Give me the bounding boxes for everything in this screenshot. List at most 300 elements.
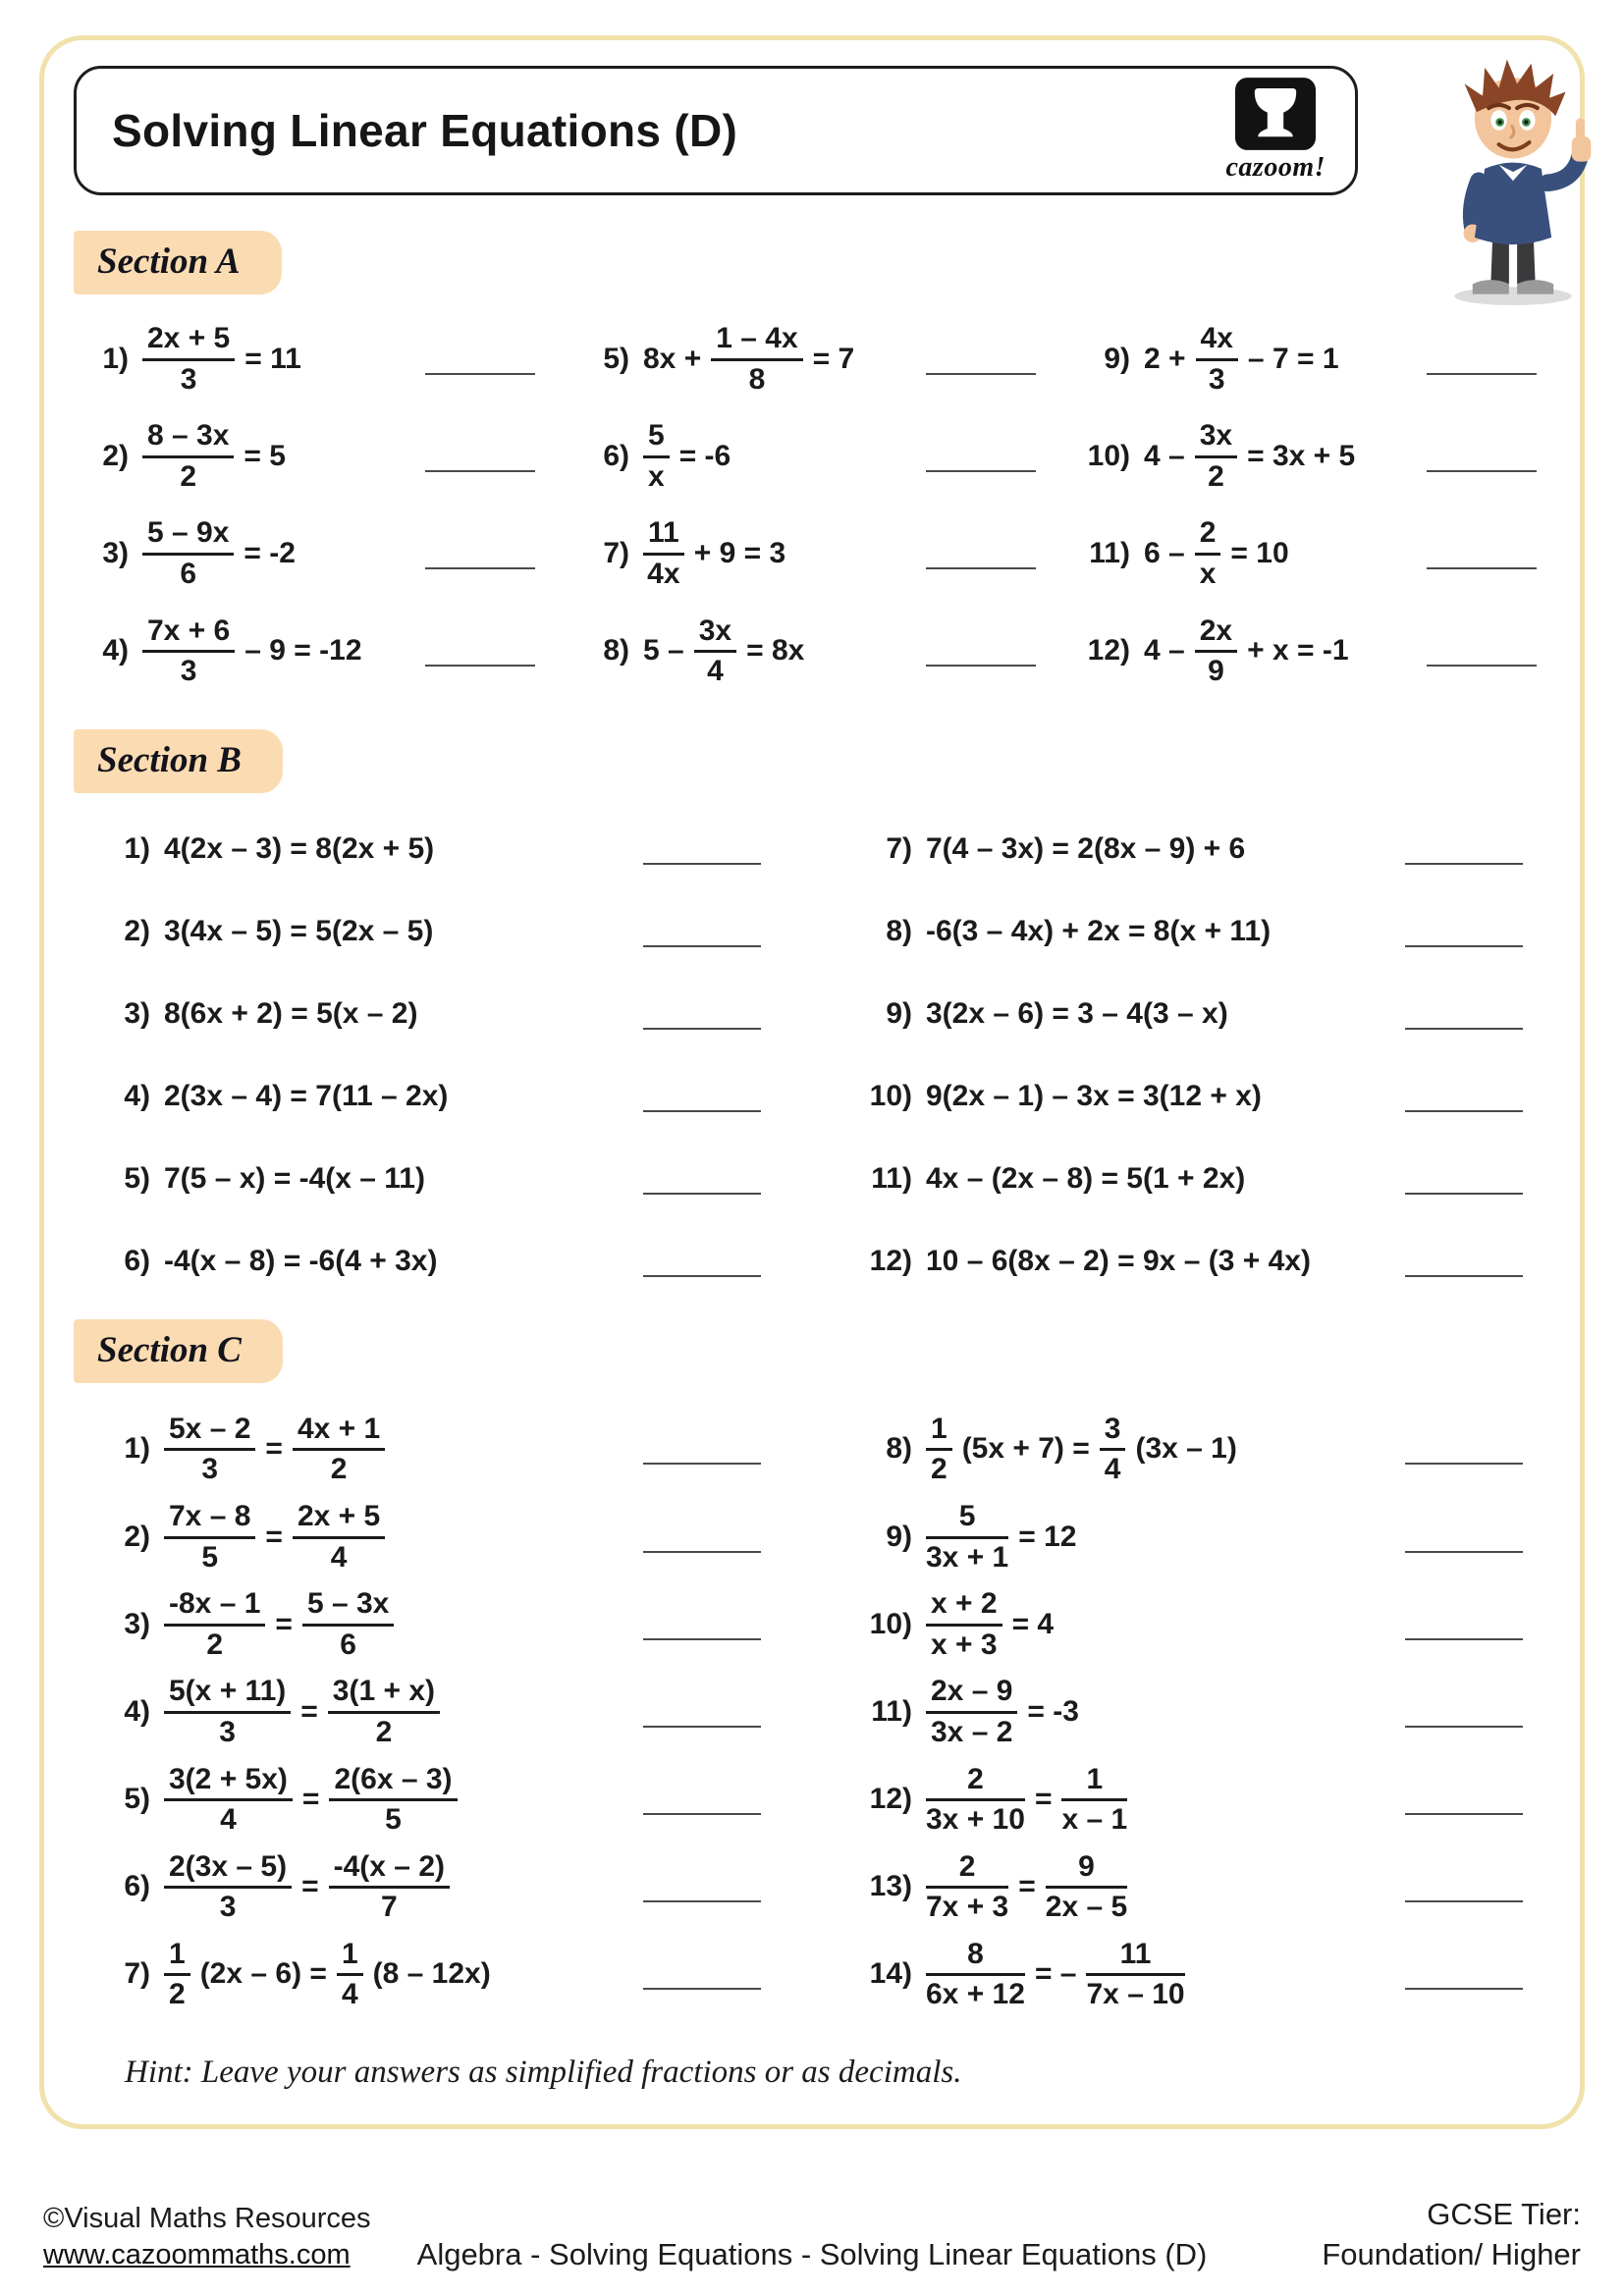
fraction xyxy=(164,1587,265,1661)
problem xyxy=(857,1938,1550,2011)
equation-text: – 9 = -12 xyxy=(244,634,362,667)
problem xyxy=(574,419,1050,493)
section xyxy=(74,729,1550,1278)
problem-number: 13) xyxy=(869,1870,912,1903)
equation xyxy=(926,1500,1076,1574)
problem xyxy=(857,1413,1550,1486)
equation xyxy=(164,1587,394,1661)
fraction-denominator: 6 xyxy=(180,557,197,590)
fraction-numerator: 2 xyxy=(1195,516,1221,556)
equation-text: = xyxy=(275,1607,293,1640)
fraction-numerator: 2(3x – 5) xyxy=(164,1850,292,1890)
answer-blank xyxy=(643,1522,761,1553)
fraction-denominator: 5 xyxy=(385,1803,402,1837)
fraction xyxy=(164,1413,255,1486)
fraction-denominator: 3x + 10 xyxy=(926,1803,1025,1837)
equation xyxy=(164,915,433,948)
problem xyxy=(74,419,549,493)
section-label: Section B xyxy=(74,729,283,793)
fraction-denominator: 4x xyxy=(647,557,680,590)
section-label: Section A xyxy=(74,231,282,294)
equation-text: = xyxy=(301,1783,320,1816)
fraction xyxy=(293,1413,385,1486)
equation xyxy=(1144,614,1349,688)
problem xyxy=(857,997,1550,1031)
problem xyxy=(857,1675,1550,1748)
website-link[interactable]: www.cazoommaths.com xyxy=(43,2239,351,2271)
fraction-denominator: 3 xyxy=(180,655,197,688)
fraction xyxy=(142,614,235,688)
problem xyxy=(95,1938,788,2011)
problem-number: 8) xyxy=(603,634,629,667)
fraction-numerator: 4x + 1 xyxy=(293,1413,385,1452)
answer-blank xyxy=(1427,344,1537,375)
page-title: Solving Linear Equations (D) xyxy=(112,105,738,156)
cazoom-logo xyxy=(1218,74,1334,187)
fraction-denominator: 2 xyxy=(931,1453,947,1486)
problem-number: 2) xyxy=(124,914,150,947)
answer-blank xyxy=(425,441,535,472)
section xyxy=(74,231,1550,688)
fraction-numerator: 2(6x – 3) xyxy=(329,1763,457,1802)
problem xyxy=(574,516,1050,590)
answer-blank xyxy=(643,1246,761,1277)
answer-blank xyxy=(425,635,535,667)
problem-number: 12) xyxy=(1087,634,1130,667)
equation-text: = xyxy=(265,1432,283,1466)
fraction-numerator: 1 xyxy=(926,1413,952,1452)
equation-text: 7(4 – 3x) = 2(8x – 9) + 6 xyxy=(926,831,1246,865)
answer-blank xyxy=(1405,1871,1523,1902)
fraction-denominator: 2 xyxy=(169,1978,186,2011)
equation-text: = 12 xyxy=(1018,1520,1077,1553)
problem xyxy=(95,1245,788,1278)
fraction xyxy=(711,322,802,396)
equation-text: = 3x + 5 xyxy=(1247,439,1356,472)
answer-blank xyxy=(1405,1609,1523,1640)
answer-blank xyxy=(1405,1784,1523,1815)
problem xyxy=(1075,322,1550,396)
fraction xyxy=(329,1763,457,1837)
answer-blank xyxy=(643,1784,761,1815)
equation xyxy=(926,1080,1262,1113)
equation-text: = xyxy=(300,1694,318,1728)
equation-text: 8(6x + 2) = 5(x – 2) xyxy=(164,996,418,1030)
fraction xyxy=(337,1938,363,2011)
fraction-denominator: 8 xyxy=(748,362,766,396)
answer-blank xyxy=(1405,1522,1523,1553)
problem xyxy=(1075,516,1550,590)
problem xyxy=(857,1245,1550,1278)
worksheet-breadcrumb: Algebra - Solving Equations - Solving Linear Equations (D) xyxy=(416,2237,1208,2271)
answer-blank xyxy=(926,635,1036,667)
answer-blank xyxy=(643,833,761,865)
fraction xyxy=(328,1675,440,1748)
problem xyxy=(1075,419,1550,493)
fraction xyxy=(926,1850,1008,1924)
fraction xyxy=(1086,1938,1184,2011)
equation-text: = 10 xyxy=(1230,536,1289,569)
fraction xyxy=(164,1675,291,1748)
problem xyxy=(95,1413,788,1486)
answer-blank xyxy=(425,344,535,375)
equation xyxy=(164,832,434,866)
fraction-numerator: 2 xyxy=(926,1763,1025,1802)
fraction xyxy=(142,419,234,493)
fraction-numerator: 3 xyxy=(1100,1413,1126,1452)
equation-text: = 8x xyxy=(746,634,805,667)
answer-blank xyxy=(1427,538,1537,569)
equation-text: 6 – xyxy=(1144,536,1185,569)
problem-number: 1) xyxy=(124,1432,150,1466)
answer-blank xyxy=(425,538,535,569)
equation-text: = -3 xyxy=(1027,1694,1079,1728)
problem xyxy=(95,915,788,948)
equation-text: 8x + xyxy=(643,342,702,375)
fraction-numerator: -8x – 1 xyxy=(164,1587,265,1627)
equation-text: 2(3x – 4) = 7(11 – 2x) xyxy=(164,1079,449,1112)
equation xyxy=(926,1413,1237,1486)
equation xyxy=(926,1675,1079,1748)
equation xyxy=(164,1080,448,1113)
problem-number: 2) xyxy=(102,439,129,472)
problems-grid xyxy=(74,832,1550,1278)
problem xyxy=(857,1162,1550,1196)
fraction-numerator: 5 – 3x xyxy=(302,1587,394,1627)
fraction-denominator: 4 xyxy=(707,655,724,688)
fraction-numerator: 5x – 2 xyxy=(164,1413,255,1452)
problem-number: 12) xyxy=(869,1783,912,1816)
answer-blank xyxy=(643,998,761,1030)
answer-blank xyxy=(643,1871,761,1902)
problem-number: 7) xyxy=(603,536,629,569)
fraction-numerator: -4(x – 2) xyxy=(329,1850,450,1890)
equation xyxy=(926,1245,1311,1278)
fraction xyxy=(1195,419,1237,493)
equation xyxy=(926,1763,1127,1837)
fraction-denominator: 9 xyxy=(1208,655,1224,688)
equation xyxy=(164,997,418,1031)
problem-number: 10) xyxy=(1087,439,1130,472)
equation xyxy=(164,1763,458,1837)
answer-blank xyxy=(926,538,1036,569)
answer-blank xyxy=(1405,1433,1523,1465)
answer-blank xyxy=(1405,998,1523,1030)
problem-number: 12) xyxy=(869,1244,912,1277)
fraction-numerator: 2 xyxy=(926,1850,1008,1890)
fraction xyxy=(1061,1763,1127,1837)
equation xyxy=(643,516,785,590)
equation xyxy=(926,1938,1185,2011)
problem-number: 2) xyxy=(124,1520,150,1553)
fraction-denominator: x – 1 xyxy=(1061,1803,1128,1837)
fraction xyxy=(293,1500,385,1574)
equation xyxy=(164,1413,385,1486)
fraction xyxy=(164,1850,292,1924)
fraction-denominator: x + 3 xyxy=(931,1628,998,1661)
fraction xyxy=(164,1938,190,2011)
problem-number: 4) xyxy=(124,1079,150,1112)
equation-text: = – xyxy=(1034,1957,1077,1991)
equation xyxy=(164,1850,450,1924)
fraction-numerator: 7x + 6 xyxy=(142,614,235,654)
fraction xyxy=(164,1763,293,1837)
problem xyxy=(574,322,1050,396)
problem-number: 11) xyxy=(1089,536,1130,569)
equation xyxy=(142,614,362,688)
problem xyxy=(95,1587,788,1661)
problem-number: 3) xyxy=(124,1607,150,1640)
fraction-numerator: 9 xyxy=(1046,1850,1127,1890)
fraction-numerator: 8 xyxy=(926,1938,1025,1977)
equation-text: 4 – xyxy=(1144,634,1185,667)
equation-text: 4x – (2x – 8) = 5(1 + 2x) xyxy=(926,1161,1246,1195)
answer-blank xyxy=(1427,441,1537,472)
fraction xyxy=(1195,516,1221,590)
answer-blank xyxy=(1405,1246,1523,1277)
problem xyxy=(74,322,549,396)
problem-number: 4) xyxy=(102,634,129,667)
gcse-tier-label: GCSE Tier: xyxy=(1427,2197,1581,2232)
equation-text: = 7 xyxy=(812,342,855,375)
fraction-denominator: 6x + 12 xyxy=(926,1978,1025,2011)
problem xyxy=(857,832,1550,866)
problem xyxy=(95,1850,788,1924)
problem-number: 3) xyxy=(102,536,129,569)
answer-blank xyxy=(1405,833,1523,865)
problem xyxy=(95,1162,788,1196)
equation-text: 3(4x – 5) = 5(2x – 5) xyxy=(164,914,434,947)
equation-text: 4(2x – 3) = 8(2x + 5) xyxy=(164,831,435,865)
fraction-denominator: 4 xyxy=(330,1540,348,1574)
fraction-numerator: 2x + 5 xyxy=(293,1500,385,1539)
problem xyxy=(857,915,1550,948)
problem xyxy=(95,1500,788,1574)
problem-number: 5) xyxy=(124,1783,150,1816)
problem xyxy=(857,1080,1550,1113)
equation xyxy=(926,915,1271,948)
hint-text: Hint: Leave your answers as simplified fractions or as decimals. xyxy=(125,2055,962,2091)
gcse-tier-value: Foundation/ Higher xyxy=(1322,2236,1581,2271)
equation-text: = -2 xyxy=(244,536,296,569)
equation xyxy=(164,1938,491,2011)
fraction-denominator: 2 xyxy=(330,1453,348,1486)
equation-text: 4 – xyxy=(1144,439,1185,472)
fraction-denominator: x xyxy=(648,459,665,493)
problem-number: 11) xyxy=(871,1694,912,1728)
fraction-denominator: 2 xyxy=(206,1628,224,1661)
fraction-denominator: 7x – 10 xyxy=(1086,1978,1185,2011)
equation xyxy=(926,1850,1127,1924)
equation-text: = -6 xyxy=(678,439,731,472)
problem-number: 8) xyxy=(886,1432,912,1466)
fraction-denominator: 2x – 5 xyxy=(1045,1891,1128,1924)
equation xyxy=(643,322,854,396)
problem-number: 6) xyxy=(124,1870,150,1903)
problem xyxy=(74,516,549,590)
sections-container xyxy=(74,231,1550,2011)
answer-blank xyxy=(643,1609,761,1640)
problem xyxy=(1075,614,1550,688)
fraction xyxy=(1046,1850,1127,1924)
answer-blank xyxy=(1405,1163,1523,1195)
fraction xyxy=(1100,1413,1126,1486)
answer-blank xyxy=(643,916,761,947)
equation-text: = 11 xyxy=(244,342,301,375)
equation-text: – 7 = 1 xyxy=(1247,342,1339,375)
equation xyxy=(164,1675,440,1748)
answer-blank xyxy=(643,1958,761,1990)
problem-number: 7) xyxy=(124,1957,150,1991)
equation-text: = xyxy=(1018,1870,1036,1903)
copyright-text: ©Visual Maths Resources xyxy=(43,2202,371,2234)
footer-left xyxy=(43,2201,417,2274)
fraction-numerator: 2x – 9 xyxy=(926,1675,1017,1714)
fraction-denominator: 5 xyxy=(201,1540,219,1574)
fraction xyxy=(164,1500,255,1574)
fraction-denominator: 2 xyxy=(1208,459,1224,493)
equation-text: (8 – 12x) xyxy=(372,1957,491,1991)
problem-number: 3) xyxy=(124,996,150,1030)
problem-number: 6) xyxy=(124,1244,150,1277)
fraction-denominator: 2 xyxy=(180,459,197,493)
equation xyxy=(1144,419,1355,493)
page-frame xyxy=(39,35,1585,2129)
fraction-numerator: 3(1 + x) xyxy=(328,1675,440,1714)
problem-number: 1) xyxy=(102,342,129,375)
section-label: Section C xyxy=(74,1319,283,1383)
fraction-denominator: 4 xyxy=(341,1978,358,2011)
footer-right xyxy=(1207,2195,1581,2274)
fraction xyxy=(142,516,234,590)
equation-text: = xyxy=(1034,1783,1053,1816)
fraction-denominator: 7 xyxy=(380,1891,398,1924)
answer-blank xyxy=(643,1433,761,1465)
equation xyxy=(142,419,286,493)
equation-text: = 5 xyxy=(244,439,286,472)
problem-number: 9) xyxy=(886,996,912,1030)
fraction-numerator: 3x xyxy=(694,614,736,654)
equation-text: = xyxy=(301,1870,319,1903)
fraction-numerator: 1 xyxy=(164,1938,190,1977)
cazoom-drum-icon xyxy=(1235,78,1316,150)
fraction xyxy=(926,1938,1025,2011)
equation-text: = 4 xyxy=(1011,1607,1055,1640)
fraction-numerator: 11 xyxy=(643,516,684,556)
equation-text: 5 – xyxy=(643,634,684,667)
equation-text: (2x – 6) = xyxy=(199,1957,327,1991)
answer-blank xyxy=(926,344,1036,375)
equation xyxy=(926,832,1245,866)
equation xyxy=(142,322,301,396)
equation-text: + x = -1 xyxy=(1247,634,1349,667)
problem xyxy=(574,614,1050,688)
fraction-numerator: 4x xyxy=(1196,322,1238,361)
answer-blank xyxy=(1405,1081,1523,1112)
fraction-numerator: 3(2 + 5x) xyxy=(164,1763,293,1802)
fraction xyxy=(329,1850,450,1924)
fraction-denominator: 7x + 3 xyxy=(926,1891,1009,1924)
problem xyxy=(74,614,549,688)
problem-number: 14) xyxy=(869,1957,912,1991)
equation-text: -4(x – 8) = -6(4 + 3x) xyxy=(164,1244,438,1277)
fraction xyxy=(643,419,670,493)
problem xyxy=(857,1587,1550,1661)
answer-blank xyxy=(643,1081,761,1112)
fraction-denominator: 3x – 2 xyxy=(931,1715,1013,1748)
equation-text: (5x + 7) = xyxy=(961,1432,1090,1466)
equation xyxy=(926,1162,1245,1196)
problem-number: 7) xyxy=(886,831,912,865)
problem-number: 9) xyxy=(886,1520,912,1553)
equation xyxy=(643,419,731,493)
fraction xyxy=(1195,614,1237,688)
problem-number: 5) xyxy=(124,1161,150,1195)
equation xyxy=(643,614,804,688)
fraction xyxy=(926,1763,1025,1837)
fraction-numerator: 1 – 4x xyxy=(711,322,802,361)
fraction-denominator: 6 xyxy=(340,1628,356,1661)
fraction-denominator: 3 xyxy=(180,362,197,396)
worksheet-header xyxy=(74,66,1358,195)
problem-number: 8) xyxy=(886,914,912,947)
equation xyxy=(1144,516,1289,590)
fraction-numerator: 5 – 9x xyxy=(142,516,234,556)
equation-text: + 9 = 3 xyxy=(693,536,786,569)
equation xyxy=(164,1162,425,1196)
fraction-numerator: 2x + 5 xyxy=(142,322,235,361)
answer-blank xyxy=(1405,916,1523,947)
equation-text: 3(2x – 6) = 3 – 4(3 – x) xyxy=(926,996,1228,1030)
equation-text: 10 – 6(8x – 2) = 9x – (3 + 4x) xyxy=(926,1244,1311,1277)
problem-number: 4) xyxy=(124,1694,150,1728)
fraction-denominator: 3 xyxy=(219,1891,237,1924)
fraction-denominator: x xyxy=(1199,557,1217,590)
equation-text: -6(3 – 4x) + 2x = 8(x + 11) xyxy=(926,914,1272,947)
fraction-denominator: 3 xyxy=(201,1453,219,1486)
problem-number: 1) xyxy=(124,831,150,865)
equation-text: = xyxy=(265,1520,283,1553)
answer-blank xyxy=(1427,635,1537,667)
equation-text: 7(5 – x) = -4(x – 11) xyxy=(164,1161,425,1195)
fraction xyxy=(694,614,736,688)
fraction-numerator: 3x xyxy=(1195,419,1237,458)
problem-number: 6) xyxy=(603,439,629,472)
equation xyxy=(1144,322,1339,396)
fraction xyxy=(926,1675,1017,1748)
fraction-denominator: 3 xyxy=(219,1715,236,1748)
fraction xyxy=(302,1587,394,1661)
cazoom-brand-text: cazoom! xyxy=(1225,152,1326,183)
equation xyxy=(142,516,296,590)
fraction-numerator: 5 xyxy=(926,1500,1008,1539)
answer-blank xyxy=(1405,1696,1523,1728)
equation-text: 9(2x – 1) – 3x = 3(12 + x) xyxy=(926,1079,1262,1112)
fraction-denominator: 4 xyxy=(1104,1453,1121,1486)
answer-blank xyxy=(926,441,1036,472)
equation xyxy=(164,1500,385,1574)
problem-number: 10) xyxy=(869,1079,912,1112)
fraction-numerator: 11 xyxy=(1086,1938,1184,1977)
fraction-numerator: x + 2 xyxy=(926,1587,1002,1627)
boy-thumbs-up-mascot-icon xyxy=(1412,39,1614,312)
problem xyxy=(95,1763,788,1837)
fraction xyxy=(926,1500,1008,1574)
answer-blank xyxy=(643,1163,761,1195)
problem xyxy=(95,1080,788,1113)
fraction-numerator: 8 – 3x xyxy=(142,419,234,458)
problem-number: 9) xyxy=(1104,342,1130,375)
